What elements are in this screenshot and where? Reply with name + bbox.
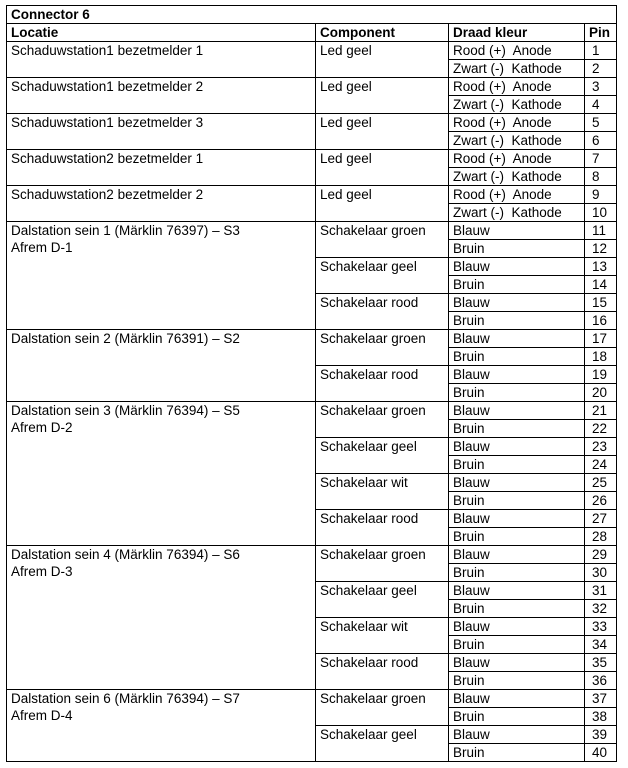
draad-kleur-cell: Rood (+) Anode [449,42,585,60]
pin-cell: 27 [585,510,617,528]
pin-cell: 10 [585,204,617,222]
draad-kleur-cell: Bruin [449,312,585,330]
locatie-cell [7,78,316,114]
draad-kleur-cell: Bruin [449,276,585,294]
component-cell: Schakelaar geel [316,582,449,618]
pin-cell: 20 [585,384,617,402]
locatie-cell [7,42,316,78]
component-cell: Led geel [316,114,449,150]
pin-cell: 35 [585,654,617,672]
pin-cell: 5 [585,114,617,132]
locatie-cell [7,222,316,330]
pin-cell: 39 [585,726,617,744]
pin-cell: 11 [585,222,617,240]
locatie-text: Dalstation sein 1 (Märklin 76397) – S3 [11,223,240,238]
title-row [7,6,617,24]
draad-kleur-cell: Bruin [449,384,585,402]
pin-cell: 12 [585,240,617,258]
table-row [7,222,617,240]
draad-kleur-cell: Bruin [449,744,585,762]
component-cell: Schakelaar groen [316,222,449,258]
draad-kleur-cell: Bruin [449,528,585,546]
table-row [7,42,617,60]
pin-cell: 14 [585,276,617,294]
draad-kleur-cell: Blauw [449,510,585,528]
component-cell: Schakelaar groen [316,546,449,582]
pin-cell: 17 [585,330,617,348]
pin-cell: 36 [585,672,617,690]
pin-cell: 7 [585,150,617,168]
component-cell: Schakelaar rood [316,294,449,330]
pin-cell: 23 [585,438,617,456]
locatie-cell [7,546,316,690]
table-row [7,114,617,132]
pin-cell: 29 [585,546,617,564]
draad-kleur-cell: Blauw [449,438,585,456]
draad-kleur-cell: Blauw [449,690,585,708]
table-row [7,186,617,204]
locatie-text: Schaduwstation2 bezetmelder 1 [11,151,204,166]
pin-cell: 2 [585,60,617,78]
draad-kleur-cell: Blauw [449,726,585,744]
pin-cell: 40 [585,744,617,762]
component-cell: Schakelaar groen [316,330,449,366]
locatie-text: Afrem D-3 [11,564,73,579]
draad-kleur-cell: Rood (+) Anode [449,114,585,132]
draad-kleur-cell: Blauw [449,582,585,600]
locatie-text: Schaduwstation2 bezetmelder 2 [11,187,204,202]
draad-kleur-cell: Blauw [449,618,585,636]
locatie-cell [7,330,316,402]
column-header-component: Component [316,24,449,42]
table-body [7,42,617,762]
table-row [7,546,617,564]
pin-cell: 28 [585,528,617,546]
locatie-text: Afrem D-2 [11,420,73,435]
draad-kleur-cell: Bruin [449,636,585,654]
locatie-text: Dalstation sein 6 (Märklin 76394) – S7 [11,691,240,706]
table-row [7,78,617,96]
column-header-draad-kleur: Draad kleur [449,24,585,42]
draad-kleur-cell: Blauw [449,654,585,672]
pin-cell: 18 [585,348,617,366]
locatie-text: Dalstation sein 4 (Märklin 76394) – S6 [11,547,240,562]
component-cell: Schakelaar geel [316,726,449,762]
draad-kleur-cell: Rood (+) Anode [449,78,585,96]
draad-kleur-cell: Zwart (-) Kathode [449,96,585,114]
pin-cell: 16 [585,312,617,330]
component-cell: Led geel [316,186,449,222]
locatie-text: Schaduwstation1 bezetmelder 1 [11,43,204,58]
draad-kleur-cell: Rood (+) Anode [449,186,585,204]
table-row [7,690,617,708]
locatie-text: Afrem D-4 [11,708,73,723]
pin-cell: 3 [585,78,617,96]
draad-kleur-cell: Bruin [449,492,585,510]
draad-kleur-cell: Bruin [449,456,585,474]
component-cell: Schakelaar geel [316,258,449,294]
draad-kleur-cell: Bruin [449,564,585,582]
locatie-text: Schaduwstation1 bezetmelder 2 [11,79,204,94]
column-header-locatie: Locatie [7,24,316,42]
draad-kleur-cell: Zwart (-) Kathode [449,60,585,78]
table-row [7,402,617,420]
pin-cell: 15 [585,294,617,312]
pin-cell: 9 [585,186,617,204]
draad-kleur-cell: Blauw [449,294,585,312]
draad-kleur-cell: Bruin [449,420,585,438]
locatie-cell [7,402,316,546]
pin-cell: 31 [585,582,617,600]
component-cell: Schakelaar rood [316,510,449,546]
component-cell: Schakelaar rood [316,366,449,402]
pin-cell: 24 [585,456,617,474]
table-row [7,330,617,348]
draad-kleur-cell: Blauw [449,546,585,564]
locatie-cell [7,114,316,150]
table-title: Connector 6 [7,6,617,24]
locatie-text: Schaduwstation1 bezetmelder 3 [11,115,204,130]
component-cell: Led geel [316,78,449,114]
pin-cell: 19 [585,366,617,384]
pin-cell: 33 [585,618,617,636]
draad-kleur-cell: Blauw [449,222,585,240]
pin-cell: 8 [585,168,617,186]
locatie-cell [7,150,316,186]
draad-kleur-cell: Zwart (-) Kathode [449,168,585,186]
pin-cell: 4 [585,96,617,114]
draad-kleur-cell: Zwart (-) Kathode [449,132,585,150]
pin-cell: 25 [585,474,617,492]
locatie-text: Afrem D-1 [11,240,73,255]
draad-kleur-cell: Blauw [449,258,585,276]
draad-kleur-cell: Bruin [449,348,585,366]
pin-cell: 1 [585,42,617,60]
component-cell: Schakelaar wit [316,474,449,510]
component-cell: Schakelaar groen [316,690,449,726]
pin-cell: 13 [585,258,617,276]
draad-kleur-cell: Rood (+) Anode [449,150,585,168]
pin-cell: 21 [585,402,617,420]
pin-cell: 32 [585,600,617,618]
pin-cell: 6 [585,132,617,150]
draad-kleur-cell: Blauw [449,330,585,348]
pin-cell: 37 [585,690,617,708]
pin-cell: 22 [585,420,617,438]
component-cell: Schakelaar wit [316,618,449,654]
locatie-cell [7,690,316,762]
pin-cell: 38 [585,708,617,726]
column-header-pin: Pin [585,24,617,42]
pin-cell: 34 [585,636,617,654]
draad-kleur-cell: Bruin [449,600,585,618]
draad-kleur-cell: Bruin [449,672,585,690]
locatie-cell [7,186,316,222]
component-cell: Schakelaar groen [316,402,449,438]
component-cell: Led geel [316,150,449,186]
pin-cell: 30 [585,564,617,582]
draad-kleur-cell: Blauw [449,474,585,492]
connector-table [6,5,617,762]
component-cell: Schakelaar geel [316,438,449,474]
draad-kleur-cell: Zwart (-) Kathode [449,204,585,222]
table-row [7,150,617,168]
draad-kleur-cell: Blauw [449,366,585,384]
component-cell: Led geel [316,42,449,78]
draad-kleur-cell: Bruin [449,240,585,258]
locatie-text: Dalstation sein 3 (Märklin 76394) – S5 [11,403,240,418]
locatie-text: Dalstation sein 2 (Märklin 76391) – S2 [11,331,240,346]
component-cell: Schakelaar rood [316,654,449,690]
draad-kleur-cell: Bruin [449,708,585,726]
draad-kleur-cell: Blauw [449,402,585,420]
pin-cell: 26 [585,492,617,510]
header-row [7,24,617,42]
